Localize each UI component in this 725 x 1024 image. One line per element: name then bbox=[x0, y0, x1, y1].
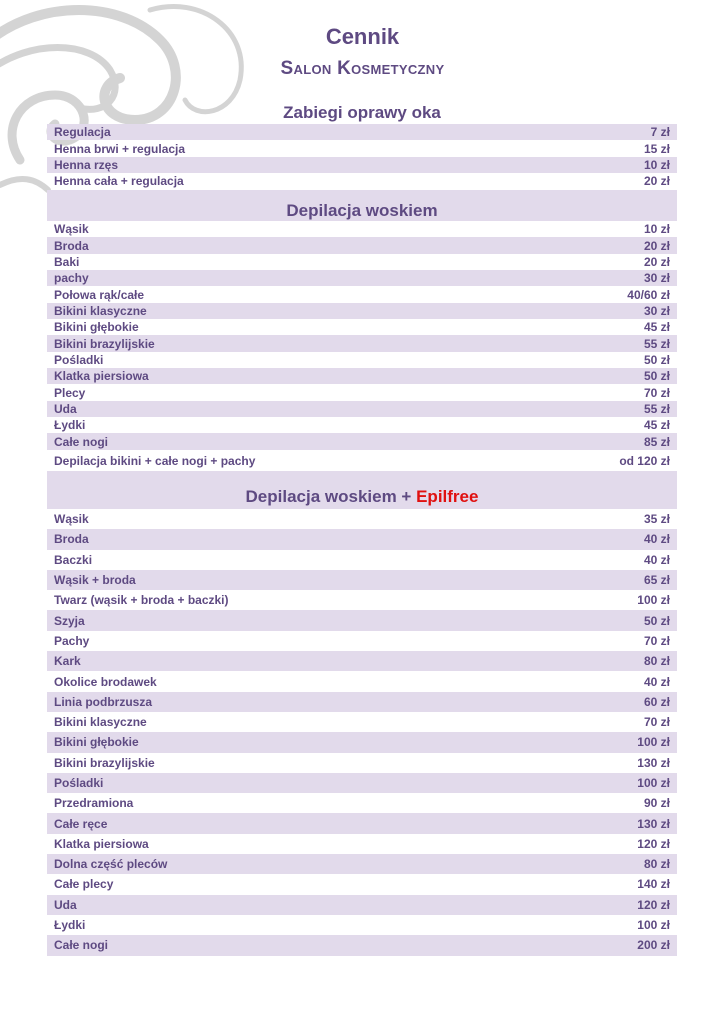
service-price: 30 zł bbox=[643, 303, 670, 318]
service-name: Bikini klasyczne bbox=[54, 715, 147, 730]
service-price: 10 zł bbox=[643, 157, 670, 172]
price-row bbox=[47, 631, 677, 651]
service-price: 40/60 zł bbox=[627, 287, 670, 302]
price-row bbox=[47, 732, 677, 752]
service-price: 15 zł bbox=[643, 141, 670, 156]
price-row bbox=[47, 433, 677, 449]
service-name: Depilacja bikini + całe nogi + pachy bbox=[54, 454, 256, 469]
price-row bbox=[47, 813, 677, 833]
price-row bbox=[47, 173, 677, 189]
price-row bbox=[47, 610, 677, 630]
service-price: 40 zł bbox=[643, 552, 670, 567]
price-row bbox=[47, 590, 677, 610]
service-name: Pośladki bbox=[54, 352, 104, 367]
service-price: 85 zł bbox=[643, 434, 670, 449]
service-price: 7 zł bbox=[650, 125, 670, 140]
service-price: 45 zł bbox=[643, 320, 670, 335]
service-price: 35 zł bbox=[643, 512, 670, 527]
price-row bbox=[47, 237, 677, 253]
price-row bbox=[47, 671, 677, 691]
service-price: 100 zł bbox=[637, 593, 670, 608]
price-row bbox=[47, 915, 677, 935]
price-row bbox=[47, 368, 677, 384]
service-price: 30 zł bbox=[643, 271, 670, 286]
price-row bbox=[47, 935, 677, 955]
service-name: Bikini brazylijskie bbox=[54, 336, 155, 351]
price-row bbox=[47, 254, 677, 270]
price-row bbox=[47, 753, 677, 773]
service-price: 10 zł bbox=[643, 222, 670, 237]
service-name: Wąsik bbox=[54, 222, 89, 237]
service-name: Wąsik bbox=[54, 512, 89, 527]
service-name: Linia podbrzusza bbox=[54, 694, 153, 709]
price-row bbox=[47, 303, 677, 319]
price-row bbox=[47, 692, 677, 712]
price-row bbox=[47, 570, 677, 590]
service-price: 80 zł bbox=[643, 857, 670, 872]
price-row bbox=[47, 773, 677, 793]
service-price: 90 zł bbox=[643, 796, 670, 811]
service-name: Okolice brodawek bbox=[54, 674, 157, 689]
price-row bbox=[47, 712, 677, 732]
service-price: 70 zł bbox=[643, 633, 670, 648]
service-name: Połowa rąk/całe bbox=[54, 287, 145, 302]
price-row bbox=[47, 286, 677, 302]
price-row bbox=[47, 874, 677, 894]
price-row bbox=[47, 509, 677, 529]
service-name: Bikini głębokie bbox=[54, 320, 139, 335]
service-price: 70 zł bbox=[643, 715, 670, 730]
page-title: Cennik bbox=[325, 24, 400, 49]
service-price: 50 zł bbox=[643, 369, 670, 384]
service-name: Baki bbox=[54, 254, 80, 269]
service-name: pachy bbox=[54, 271, 89, 286]
service-price: od 120 zł bbox=[619, 454, 670, 469]
service-name: Uda bbox=[54, 401, 77, 416]
service-price: 50 zł bbox=[643, 613, 670, 628]
service-name: Dolna część pleców bbox=[54, 857, 168, 872]
service-name: Kark bbox=[54, 654, 81, 669]
service-price: 50 zł bbox=[643, 352, 670, 367]
price-row bbox=[47, 854, 677, 874]
service-name: Przedramiona bbox=[54, 796, 134, 811]
service-price: 130 zł bbox=[637, 755, 670, 770]
service-name: Pośladki bbox=[54, 776, 104, 790]
service-name: Klatka piersiowa bbox=[54, 369, 149, 384]
service-name: Bikini brazylijskie bbox=[54, 755, 155, 770]
service-name: Całe nogi bbox=[54, 434, 109, 449]
service-name: Regulacja bbox=[54, 125, 111, 140]
service-name: Łydki bbox=[54, 418, 86, 433]
service-price: 55 zł bbox=[643, 336, 670, 351]
service-price: 55 zł bbox=[643, 401, 670, 416]
service-name: Całe nogi bbox=[54, 938, 109, 953]
price-row bbox=[47, 335, 677, 351]
price-row bbox=[47, 651, 677, 671]
service-name: Bikini głębokie bbox=[54, 735, 139, 750]
service-name: Szyja bbox=[54, 613, 85, 628]
service-name: Wąsik + broda bbox=[54, 573, 136, 588]
service-price: 60 zł bbox=[643, 694, 670, 709]
service-name: Całe ręce bbox=[54, 816, 108, 831]
price-row bbox=[47, 450, 677, 473]
price-row bbox=[47, 417, 677, 433]
service-name: Bikini klasyczne bbox=[54, 303, 147, 318]
service-name: Broda bbox=[54, 532, 89, 547]
service-price: 80 zł bbox=[643, 654, 670, 669]
service-price: 20 zł bbox=[643, 238, 670, 253]
service-price: 120 zł bbox=[637, 836, 670, 851]
page-subtitle: Salon Kosmetyczny bbox=[280, 58, 445, 79]
price-row bbox=[47, 352, 677, 368]
price-row bbox=[47, 124, 677, 140]
price-row bbox=[47, 140, 677, 156]
price-row bbox=[47, 401, 677, 417]
service-price: 45 zł bbox=[643, 418, 670, 433]
service-price: 140 zł bbox=[637, 877, 670, 892]
service-name: Uda bbox=[54, 897, 77, 912]
service-price: 200 zł bbox=[637, 938, 670, 953]
service-name: Henna rzęs bbox=[54, 157, 119, 172]
service-name: Baczki bbox=[54, 552, 93, 567]
service-price: 40 zł bbox=[643, 674, 670, 689]
price-row bbox=[47, 157, 677, 173]
price-row bbox=[47, 793, 677, 813]
service-name: Twarz (wąsik + broda + baczki) bbox=[54, 593, 229, 608]
service-price: 65 zł bbox=[643, 573, 670, 588]
service-name: Łydki bbox=[54, 918, 86, 933]
section-title-wax-epilfree: Depilacja woskiem + Epilfree bbox=[47, 471, 677, 509]
epilfree-accent: Epilfree bbox=[416, 487, 479, 506]
service-price: 100 zł bbox=[637, 735, 670, 750]
service-price: 20 zł bbox=[643, 174, 670, 189]
service-name: Plecy bbox=[54, 385, 86, 400]
service-name: Całe plecy bbox=[54, 877, 114, 892]
price-row bbox=[47, 384, 677, 400]
section-title-eye: Zabiegi oprawy oka bbox=[283, 103, 441, 122]
service-price: 40 zł bbox=[643, 532, 670, 547]
service-price: 100 zł bbox=[637, 776, 670, 790]
price-row bbox=[47, 550, 677, 570]
price-row bbox=[47, 834, 677, 854]
section-title-wax: Depilacja woskiem bbox=[47, 190, 677, 221]
service-price: 70 zł bbox=[643, 385, 670, 400]
service-name: Broda bbox=[54, 238, 89, 253]
price-table-eye bbox=[47, 124, 677, 189]
price-row bbox=[47, 270, 677, 286]
service-price: 130 zł bbox=[637, 816, 670, 831]
service-name: Henna cała + regulacja bbox=[54, 174, 184, 189]
price-row bbox=[47, 529, 677, 549]
price-table-wax-epilfree bbox=[47, 509, 677, 956]
service-price: 120 zł bbox=[637, 897, 670, 912]
service-name: Klatka piersiowa bbox=[54, 836, 149, 851]
price-row bbox=[47, 895, 677, 915]
price-row bbox=[47, 319, 677, 335]
price-table-wax bbox=[47, 221, 677, 473]
price-row bbox=[47, 221, 677, 237]
service-price: 20 zł bbox=[643, 254, 670, 269]
service-name: Henna brwi + regulacja bbox=[54, 141, 186, 156]
service-price: 100 zł bbox=[637, 918, 670, 933]
service-name: Pachy bbox=[54, 633, 90, 648]
